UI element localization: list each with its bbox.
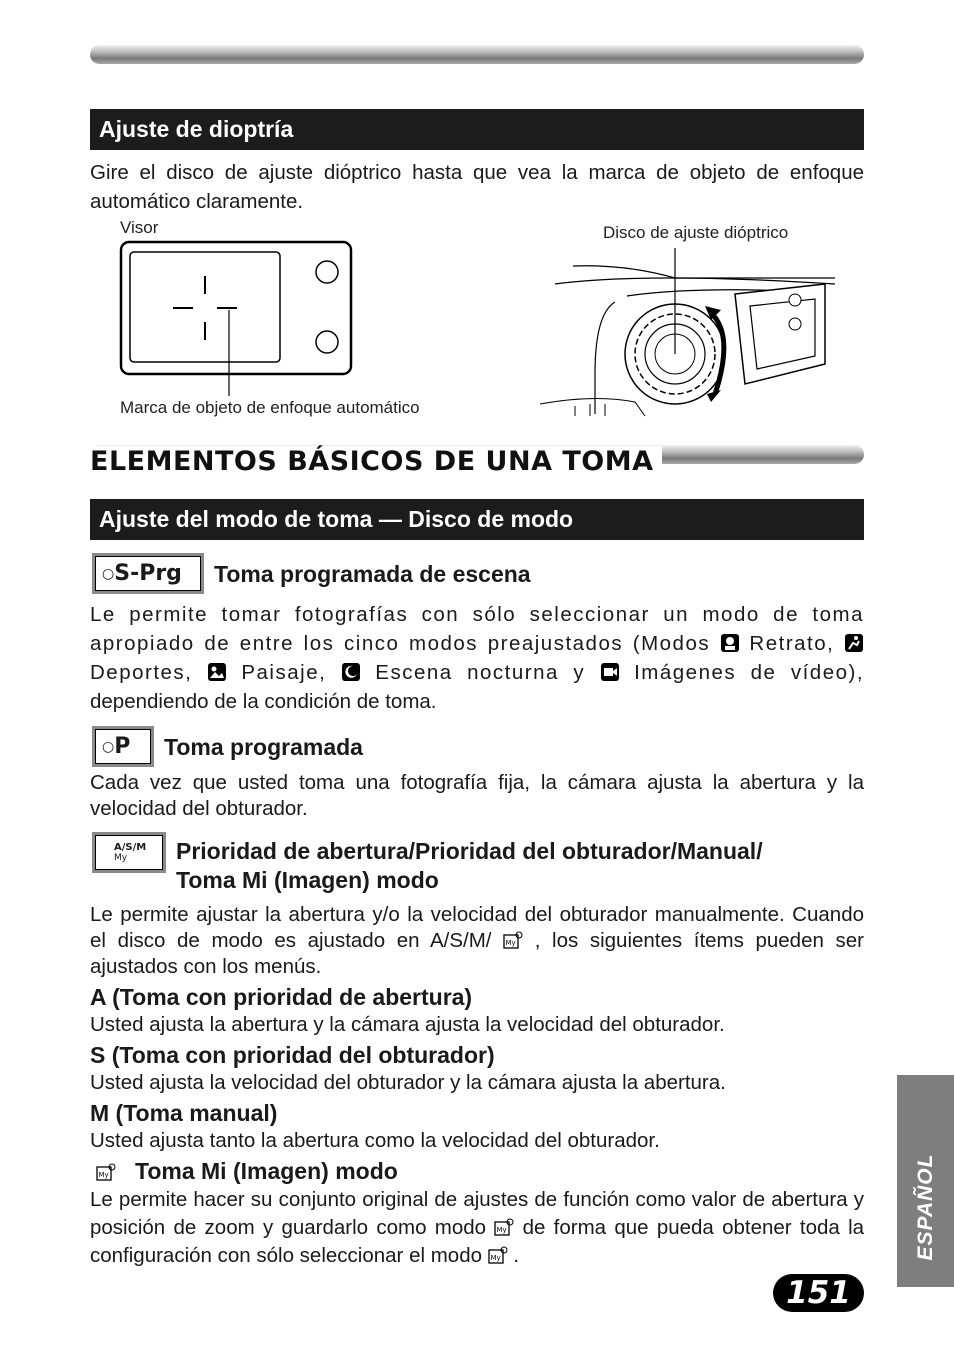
asm-text-a: Le permite ajustar la abertura y/o la velocidad del obturador manualmente. Cuando el disco de modo es ajustado en A/S/M/ bbox=[90, 903, 864, 952]
p-icon-text: P bbox=[114, 734, 131, 759]
item-s-title: S (Toma con prioridad del obturador) bbox=[90, 1042, 495, 1068]
label-disco-ajuste: Disco de ajuste dióptrico bbox=[603, 223, 789, 242]
sprg-mode-icon: ○ S-Prg bbox=[92, 553, 204, 594]
label-marca-enfoque: Marca de objeto de enfoque automático bbox=[120, 398, 420, 417]
sports-icon bbox=[844, 633, 864, 653]
svg-text:My: My bbox=[98, 1171, 109, 1179]
item-a-title: A (Toma con prioridad de abertura) bbox=[90, 984, 473, 1010]
asm-icon-text: A/S/M bbox=[114, 841, 147, 853]
night-scene-icon bbox=[341, 662, 361, 682]
asm-icon-my: My bbox=[114, 852, 128, 863]
item-s-text: Usted ajusta la velocidad del obturador y la cámara ajusta la abertura. bbox=[90, 1071, 726, 1094]
my-title: Toma Mi (Imagen) modo bbox=[135, 1158, 398, 1184]
my-text-c: . bbox=[513, 1244, 520, 1267]
language-side-tab bbox=[897, 1075, 954, 1287]
page-number: 151 bbox=[773, 1274, 864, 1312]
landscape-icon bbox=[207, 662, 227, 682]
asm-title-line1: Prioridad de abertura/Prioridad del obturador/Manual/ bbox=[176, 838, 763, 864]
main-title: ELEMENTOS BÁSICOS DE UNA TOMA bbox=[90, 446, 662, 477]
sprg-title: Toma programada de escena bbox=[214, 561, 531, 587]
my-paragraph bbox=[90, 1186, 864, 1270]
my-text-a: Le permite hacer su conjunto original de ajustes de función como valor de abertura y posición de zoom y guardarlo como modo bbox=[90, 1188, 864, 1239]
sprg-paragraph bbox=[90, 600, 864, 716]
side-tab-label: ESPAÑOL bbox=[914, 1153, 937, 1261]
my-mode-icon bbox=[503, 930, 523, 950]
camera-diopter-dial-illustration bbox=[535, 244, 835, 419]
dioptria-paragraph: Gire el disco de ajuste dióptrico hasta que vea la marca de objeto de enfoque automático claramente. bbox=[90, 161, 864, 213]
item-a-text: Usted ajusta la abertura y la cámara ajusta la velocidad del obturador. bbox=[90, 1013, 725, 1036]
section-heading-dioptria: Ajuste de dioptría bbox=[90, 109, 864, 150]
sprg-text-1: Le permite tomar fotografías con sólo seleccionar un modo de toma apropiado de entre los cinco modos preajustados (Modos bbox=[90, 603, 864, 655]
deportes-label: Deportes, bbox=[90, 661, 193, 684]
my-mode-inline-icon-2 bbox=[488, 1245, 508, 1265]
label-visor: Visor bbox=[120, 218, 159, 237]
asm-paragraph bbox=[90, 902, 864, 980]
section-heading-modo: Ajuste del modo de toma — Disco de modo bbox=[90, 499, 864, 540]
my-mode-heading-icon bbox=[96, 1162, 116, 1182]
item-m-title: M (Toma manual) bbox=[90, 1100, 278, 1126]
sprg-text-end: dependiendo de la condición de toma. bbox=[90, 690, 437, 713]
video-icon bbox=[600, 662, 620, 682]
paisaje-label: Paisaje, bbox=[241, 661, 327, 684]
svg-text:My: My bbox=[496, 1226, 508, 1234]
nocturna-label: Escena nocturna y bbox=[375, 661, 586, 684]
sprg-icon-text: S-Prg bbox=[114, 561, 182, 586]
p-title: Toma programada bbox=[164, 734, 363, 760]
p-mode-icon: ○ P bbox=[92, 726, 154, 767]
p-paragraph: Cada vez que usted toma una fotografía fija, la cámara ajusta la abertura y la velocidad del obturador. bbox=[90, 771, 864, 820]
portrait-icon bbox=[720, 633, 740, 653]
asm-mode-icon bbox=[92, 832, 166, 873]
my-mode-inline-icon bbox=[494, 1217, 514, 1237]
svg-text:My: My bbox=[490, 1254, 501, 1262]
asm-text-b: , los siguientes ítems pueden ser ajustados con los menús. bbox=[90, 929, 864, 978]
top-decorative-bar bbox=[90, 45, 864, 64]
video-label: Imágenes de vídeo), bbox=[634, 661, 865, 684]
asm-title-line2: Toma Mi (Imagen) modo bbox=[176, 867, 439, 893]
my-text-b: de forma que pueda obtener toda la configuración con sólo seleccionar el modo bbox=[90, 1216, 865, 1267]
item-m-text: Usted ajusta tanto la abertura como la velocidad del obturador. bbox=[90, 1129, 660, 1152]
viewfinder-diagram bbox=[115, 238, 360, 398]
retrato-label: Retrato, bbox=[749, 632, 835, 655]
svg-text:My: My bbox=[505, 939, 516, 947]
asm-title bbox=[176, 837, 763, 895]
